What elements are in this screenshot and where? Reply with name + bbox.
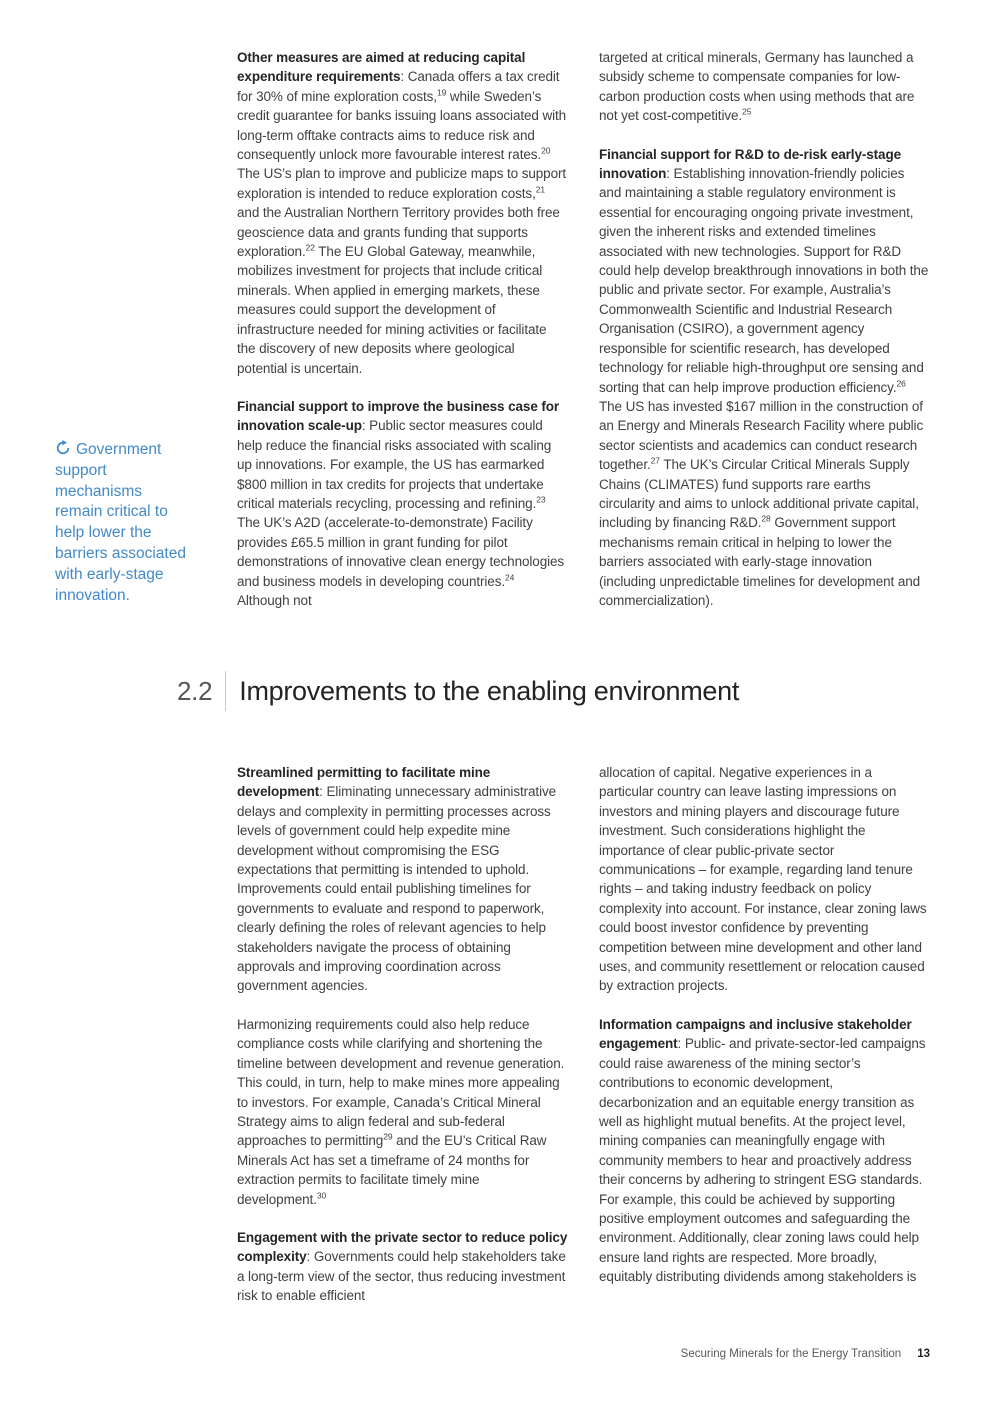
paragraph: Information campaigns and inclusive stakeholder engagement: Public- and private-sector-led campaigns could raise awareness of the mining sector’s contributions to economic development, decarbonization and an equitable energy transition as well as highlight mutual benefits. At the project level, mining companies can meaningfully engage with community members to hear and proactively address their concerns by adhering to stringent ESG standards. For example, this could be achieved by supporting positive employment outcomes and safeguarding the environment. Additionally, clear zoning laws could help ensure land rights are respected. More broadly, equitably distributing dividends among stakeholders is (599, 1016, 926, 1285)
bottom-left-column (237, 763, 568, 1325)
circular-arrows-icon (55, 440, 71, 456)
pullquote (55, 440, 193, 606)
bottom-right-column (599, 763, 930, 1325)
footer-page-number: 13 (917, 1348, 930, 1360)
section-divider (225, 671, 226, 711)
paragraph: allocation of capital. Negative experiences in a particular country can leave lasting impressions on investors and mining players and discourage future investment. Such considerations highlight the importance of clear public-private sector communications – for example, regarding land tenure rights – and taking industry feedback on policy complexity into account. For instance, clear zoning laws could boost investor confidence by preventing competition between mine development and other land uses, and community resettlement or relocation caused by extraction projects. (599, 765, 927, 994)
paragraph: targeted at critical minerals, Germany has launched a subsidy scheme to compensate companies for low-carbon production costs when using methods that are not yet cost-competitive.$^{25}$ (599, 50, 915, 124)
paragraph: Financial support to improve the business case for innovation scale-up: Public sector measures could help reduce the financial risks associated with scaling up innovations. For example, the US has earmarked $800 million in tax credits for projects that undertake critical materials recycling, processing and refining.$^{23}$ The UK’s A2D (accelerate-to-demonstrate) Facility provides £65.5 million in grant funding for pilot demonstrations of innovative clean energy technologies and business models in developing countries.$^{24}$ Although not (237, 398, 565, 608)
paragraph: Other measures are aimed at reducing capital expenditure requirements: Canada offers a tax credit for 30% of mine exploration costs,$^{19}$ while Sweden’s credit guarantee for banks issuing loans associated with long-term offtake contracts aims to reduce risk and consequently unlock more favourable interest rates.$^{20}$ The US’s plan to improve and publicize maps to support exploration is intended to reduce exploration costs,$^{21}$ and the Australian Northern Territory provides both free geoscience data and grants funding that supports exploration.$^{22}$ The EU Global Gateway, meanwhile, mobilizes investment for projects that include critical minerals. When applied in emerging markets, these measures could support the development of infrastructure needed for mining activities or facilitate the discovery of new deposits where geological potential is uncertain. (237, 50, 567, 376)
bottom-columns (237, 763, 931, 1325)
section-title: Improvements to the enabling environment (239, 675, 740, 706)
pullquote-text: Government support mechanisms remain critical to help lower the barriers associated with early-stage innovation. (55, 441, 186, 604)
top-columns (237, 48, 931, 629)
page-footer (681, 1348, 930, 1360)
paragraph: Financial support for R&D to de-risk early-stage innovation: Establishing innovation-friendly policies and maintaining a stable regulatory environment is essential for encouraging ongoing private investment, given the inherent risks and extended timelines associated with new technologies. Support for R&D could help develop breakthrough innovations in both the public and private sector. For example, Australia’s Commonwealth Scientific and Industrial Research Organisation (CSIRO), a government agency responsible for scientific research, has developed technology for reliable high-throughput ore sensing and sorting that can help improve production efficiency.$^{26}$ The US has invested $167 million in the construction of an Energy and Minerals Research Facility where public sector scientists and academics can conduct research together.$^{27}$ The UK’s Circular Critical Minerals Supply Chains (CLIMATES) fund supports rare earths circularity and aims to unlock additional private capital, including by financing R&D.$^{28}$ Government support mechanisms remain critical in helping to lower the barriers associated with early-stage innovation (including unpredictable timelines for development and commercialization). (599, 146, 929, 608)
section-heading (177, 671, 739, 711)
paragraph: Harmonizing requirements could also help reduce compliance costs while clarifying and shortening the timeline between development and revenue generation. This could, in turn, help to make mines more appealing to investors. For example, Canada’s Critical Mineral Strategy aims to align federal and sub-federal approaches to permitting$^{29}$ and the EU’s Critical Raw Minerals Act has set a timeframe of 24 months for extraction permits to facilitate timely mine development.$^{30}$ (237, 1016, 565, 1207)
section-number: 2.2 (177, 675, 213, 706)
paragraph: Engagement with the private sector to reduce policy complexity: Governments could help stakeholders take a long-term view of the sector, thus reducing investment risk to enable efficient (237, 1229, 568, 1304)
top-right-column (599, 48, 930, 629)
top-left-column (237, 48, 568, 629)
paragraph: Streamlined permitting to facilitate mine development: Eliminating unnecessary administrative delays and complexity in permitting processes across levels of government could help expedite mine development without compromising the ESG expectations that permitting is intended to uphold. Improvements could entail publishing timelines for governments to evaluate and respond to paperwork, clearly defining the roles of relevant agencies to help stakeholders navigate the process of obtaining approvals and improving coordination across government agencies. (237, 765, 557, 994)
footer-title: Securing Minerals for the Energy Transition (680, 1348, 902, 1360)
